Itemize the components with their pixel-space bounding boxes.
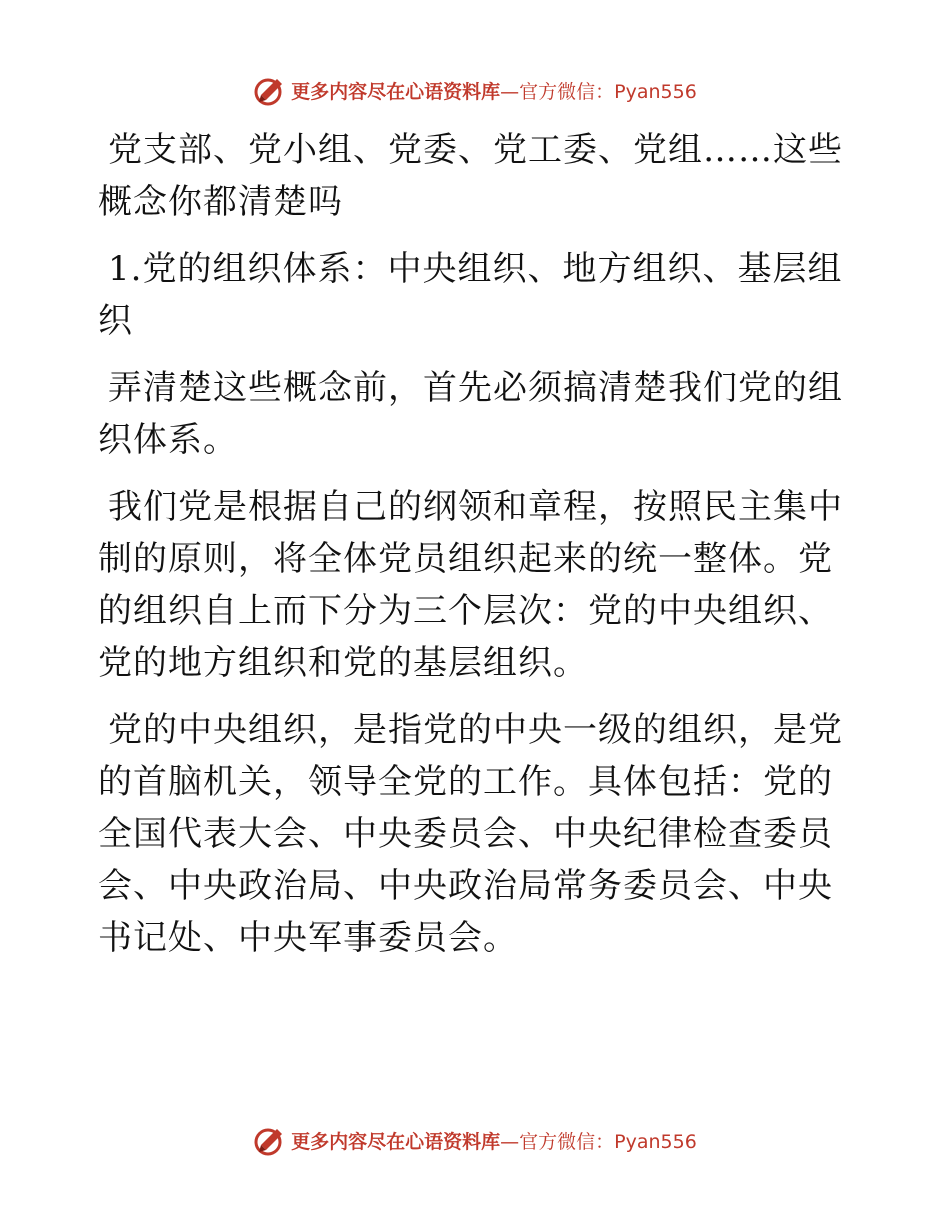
banner-wechat: —官方微信：Pyan556 bbox=[500, 1130, 697, 1153]
header-watermark-banner bbox=[0, 70, 950, 110]
paragraph-heading: 1.党的组织体系：中央组织、地方组织、基层组织 bbox=[98, 249, 843, 341]
pen-logo-icon bbox=[253, 73, 287, 107]
article-body bbox=[98, 124, 858, 979]
paragraph: 我们党是根据自己的纲领和章程，按照民主集中制的原则，将全体党员组织起来的统一整体。党的组织自上而下分为三个层次：党的中央组织、党的地方组织和党的基层组织。 bbox=[98, 487, 843, 683]
banner-wechat: —官方微信：Pyan556 bbox=[500, 80, 697, 103]
banner-text: 更多内容尽在心语资料库—官方微信：Pyan556 bbox=[291, 1130, 697, 1153]
paragraph: 党的中央组织，是指党的中央一级的组织，是党的首脑机关，领导全党的工作。具体包括：党的全国代表大会、中央委员会、中央纪律检查委员会、中央政治局、中央政治局常务委员会、中央书记处、中央军事委员会。 bbox=[98, 710, 843, 958]
banner-text: 更多内容尽在心语资料库—官方微信：Pyan556 bbox=[291, 80, 697, 103]
paragraph-title: 党支部、党小组、党委、党工委、党组……这些概念你都清楚吗 bbox=[98, 130, 843, 222]
pen-logo-icon bbox=[253, 1123, 287, 1157]
footer-watermark-banner bbox=[0, 1120, 950, 1160]
paragraph: 弄清楚这些概念前，首先必须搞清楚我们党的组织体系。 bbox=[98, 368, 843, 460]
